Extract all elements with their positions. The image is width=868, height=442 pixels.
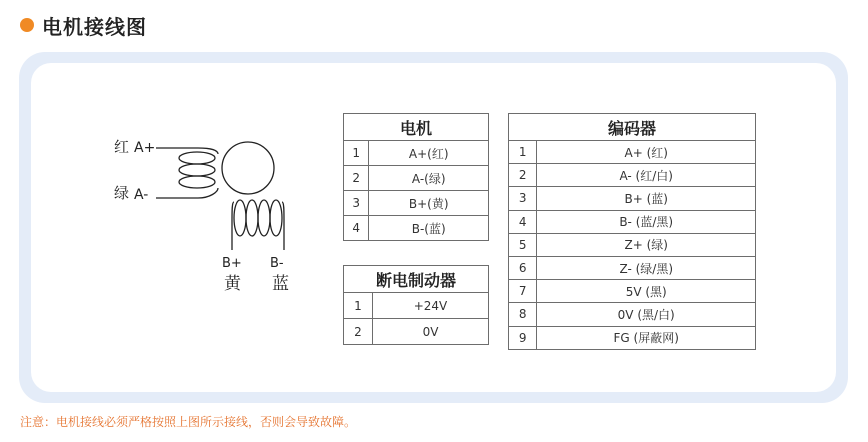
label-a-plus: A+ (134, 140, 156, 156)
label-blue: 蓝 (272, 274, 289, 294)
table-row (509, 256, 756, 279)
pin-cell: 3 (509, 187, 537, 210)
label-b-plus: B+ (222, 256, 242, 271)
section-title: 电机接线图 (42, 14, 147, 39)
label-red: 红 (114, 138, 130, 156)
b-coil-turn (246, 200, 258, 236)
signal-cell: B-(蓝) (369, 216, 489, 241)
a-coil-turn (179, 152, 215, 164)
b-plus-lead (232, 202, 234, 250)
signal-cell: +24V (373, 293, 489, 319)
signal-cell: A+(红) (369, 141, 489, 166)
signal-cell: Z- (绿/黑) (537, 256, 756, 279)
motor-pin-table (343, 113, 489, 241)
table-row (344, 141, 489, 166)
encoder-pin-table (508, 113, 756, 350)
signal-cell: A-(绿) (369, 166, 489, 191)
pin-cell: 9 (509, 326, 537, 349)
label-yellow: 黄 (224, 274, 241, 294)
table-row (344, 319, 489, 345)
pin-cell: 2 (509, 164, 537, 187)
signal-cell: 0V (373, 319, 489, 345)
pin-cell: 5 (509, 233, 537, 256)
motor-table-title: 电机 (344, 114, 489, 141)
pin-cell: 7 (509, 280, 537, 303)
label-green: 绿 (114, 184, 130, 202)
b-minus-lead (282, 202, 284, 250)
motor-wiring-diagram (100, 130, 320, 310)
table-row (509, 233, 756, 256)
table-row (344, 166, 489, 191)
table-row (509, 210, 756, 233)
table-row (509, 164, 756, 187)
a-coil-turn (179, 164, 215, 176)
pin-cell: 1 (344, 293, 373, 319)
encoder-table-title: 编码器 (509, 114, 756, 141)
pin-cell: 1 (509, 141, 537, 164)
a-coil-turn (179, 176, 215, 188)
b-coil-turn (234, 200, 246, 236)
signal-cell: A+ (红) (537, 141, 756, 164)
section-header (20, 10, 147, 40)
b-coil-turn (258, 200, 270, 236)
pin-cell: 2 (344, 166, 369, 191)
a-minus-lead (156, 188, 218, 198)
rotor-circle (222, 142, 274, 194)
b-coil-turn (270, 200, 282, 236)
signal-cell: B- (蓝/黑) (537, 210, 756, 233)
wiring-warning-note: 注意：电机接线必须严格按照上图所示接线，否则会导致故障。 (20, 415, 357, 429)
pin-cell: 6 (509, 256, 537, 279)
pin-cell: 1 (344, 141, 369, 166)
brake-pin-table (343, 265, 489, 345)
table-row (344, 216, 489, 241)
label-b-minus: B- (270, 256, 284, 271)
label-a-minus: A- (134, 187, 149, 203)
table-row (509, 326, 756, 349)
pin-cell: 4 (509, 210, 537, 233)
brake-table-title: 断电制动器 (344, 266, 489, 293)
pin-cell: 4 (344, 216, 369, 241)
pin-cell: 3 (344, 191, 369, 216)
signal-cell: FG (屏蔽网) (537, 326, 756, 349)
table-row (509, 280, 756, 303)
signal-cell: Z+ (绿) (537, 233, 756, 256)
pin-cell: 8 (509, 303, 537, 326)
signal-cell: 0V (黑/白) (537, 303, 756, 326)
table-row (509, 141, 756, 164)
signal-cell: 5V (黑) (537, 280, 756, 303)
pin-cell: 2 (344, 319, 373, 345)
table-row (344, 191, 489, 216)
signal-cell: B+ (蓝) (537, 187, 756, 210)
table-row (344, 293, 489, 319)
signal-cell: B+(黄) (369, 191, 489, 216)
signal-cell: A- (红/白) (537, 164, 756, 187)
table-row (509, 187, 756, 210)
table-row (509, 303, 756, 326)
bullet-dot-icon (20, 18, 34, 32)
